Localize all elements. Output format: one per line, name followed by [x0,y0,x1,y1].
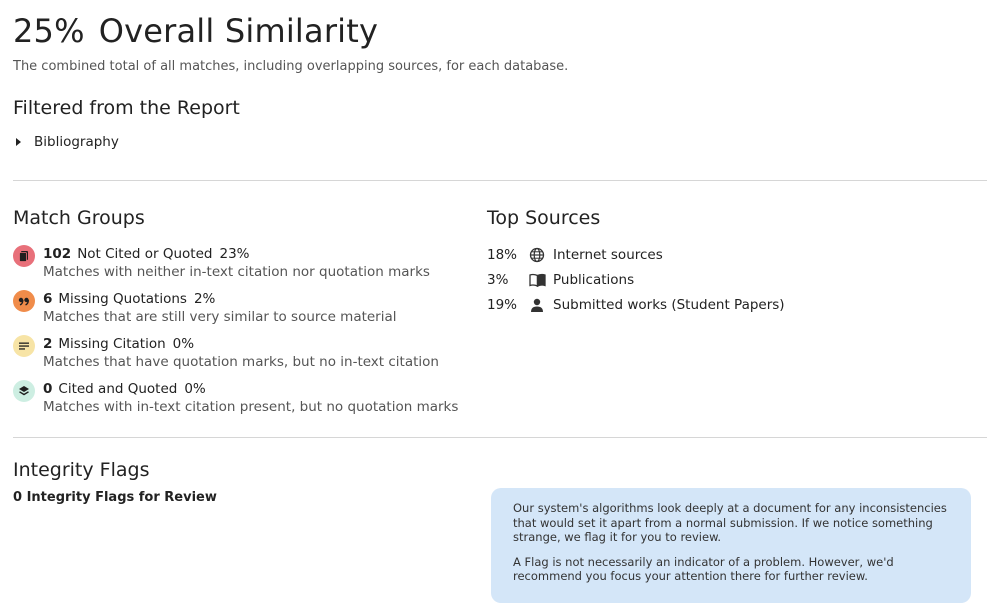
match-groups-heading: Match Groups [13,207,145,229]
match-group-label: Missing Citation [58,336,166,352]
overall-similarity-title [13,12,378,50]
match-group-count: 6 [43,291,53,307]
top-source-label: Submitted works (Student Papers) [553,297,785,313]
overall-similarity-percent: 25% [13,12,85,50]
page-subtitle: The combined total of all matches, including overlapping sources, for each database. [13,59,569,74]
match-group-count: 0 [43,381,53,397]
match-group-percent: 23% [219,246,250,262]
top-sources-heading: Top Sources [487,207,601,229]
match-group-percent: 0% [172,336,195,352]
top-source-publications[interactable] [487,272,634,288]
match-group-title [43,381,206,397]
globe-icon [529,247,553,263]
match-group-title [43,291,215,307]
quote-icon [13,290,35,312]
divider [13,437,987,438]
match-group-label: Cited and Quoted [58,381,178,397]
top-source-percent: 18% [487,247,518,263]
match-group-description: Matches with neither in-text citation nor quotation marks [43,264,430,280]
integrity-flags-summary: 0 Integrity Flags for Review [13,490,217,505]
top-source-percent: 19% [487,297,518,313]
top-source-percent: 3% [487,272,509,288]
lines-icon [13,335,35,357]
match-group-count: 102 [43,246,72,262]
layers-icon [13,380,35,402]
match-group-title [43,246,250,262]
filtered-item-bibliography[interactable] [16,134,119,150]
match-group-percent: 2% [193,291,216,307]
match-group-count: 2 [43,336,53,352]
integrity-flags-heading: Integrity Flags [13,459,150,481]
filtered-item-label: Bibliography [34,134,119,150]
match-group-description: Matches with in-text citation present, but no quotation marks [43,399,459,415]
top-source-label: Internet sources [553,247,663,263]
match-group-description: Matches that have quotation marks, but no in-text citation [43,354,439,370]
person-icon [529,297,553,313]
match-group-label: Not Cited or Quoted [77,246,213,262]
overall-similarity-label: Overall Similarity [98,12,379,50]
info-paragraph: Our system's algorithms look deeply at a document for any inconsistencies that would set it apart from a normal submission. If we notice something strange, we flag it for you to review. [513,501,947,544]
info-paragraph: A Flag is not necessarily an indicator of a problem. However, we'd recommend you focus your attention there for further review. [513,554,894,583]
top-source-internet[interactable] [487,247,663,263]
stack-icon [13,245,35,267]
book-icon [529,273,553,287]
integrity-info-box [491,488,971,603]
caret-right-icon [16,138,21,146]
match-group-label: Missing Quotations [58,291,187,307]
top-source-label: Publications [553,272,635,288]
top-source-submitted-works[interactable] [487,297,785,313]
match-group-description: Matches that are still very similar to source material [43,309,397,325]
divider [13,180,987,181]
filtered-heading: Filtered from the Report [13,97,240,119]
match-group-title [43,336,194,352]
match-group-percent: 0% [184,381,206,397]
